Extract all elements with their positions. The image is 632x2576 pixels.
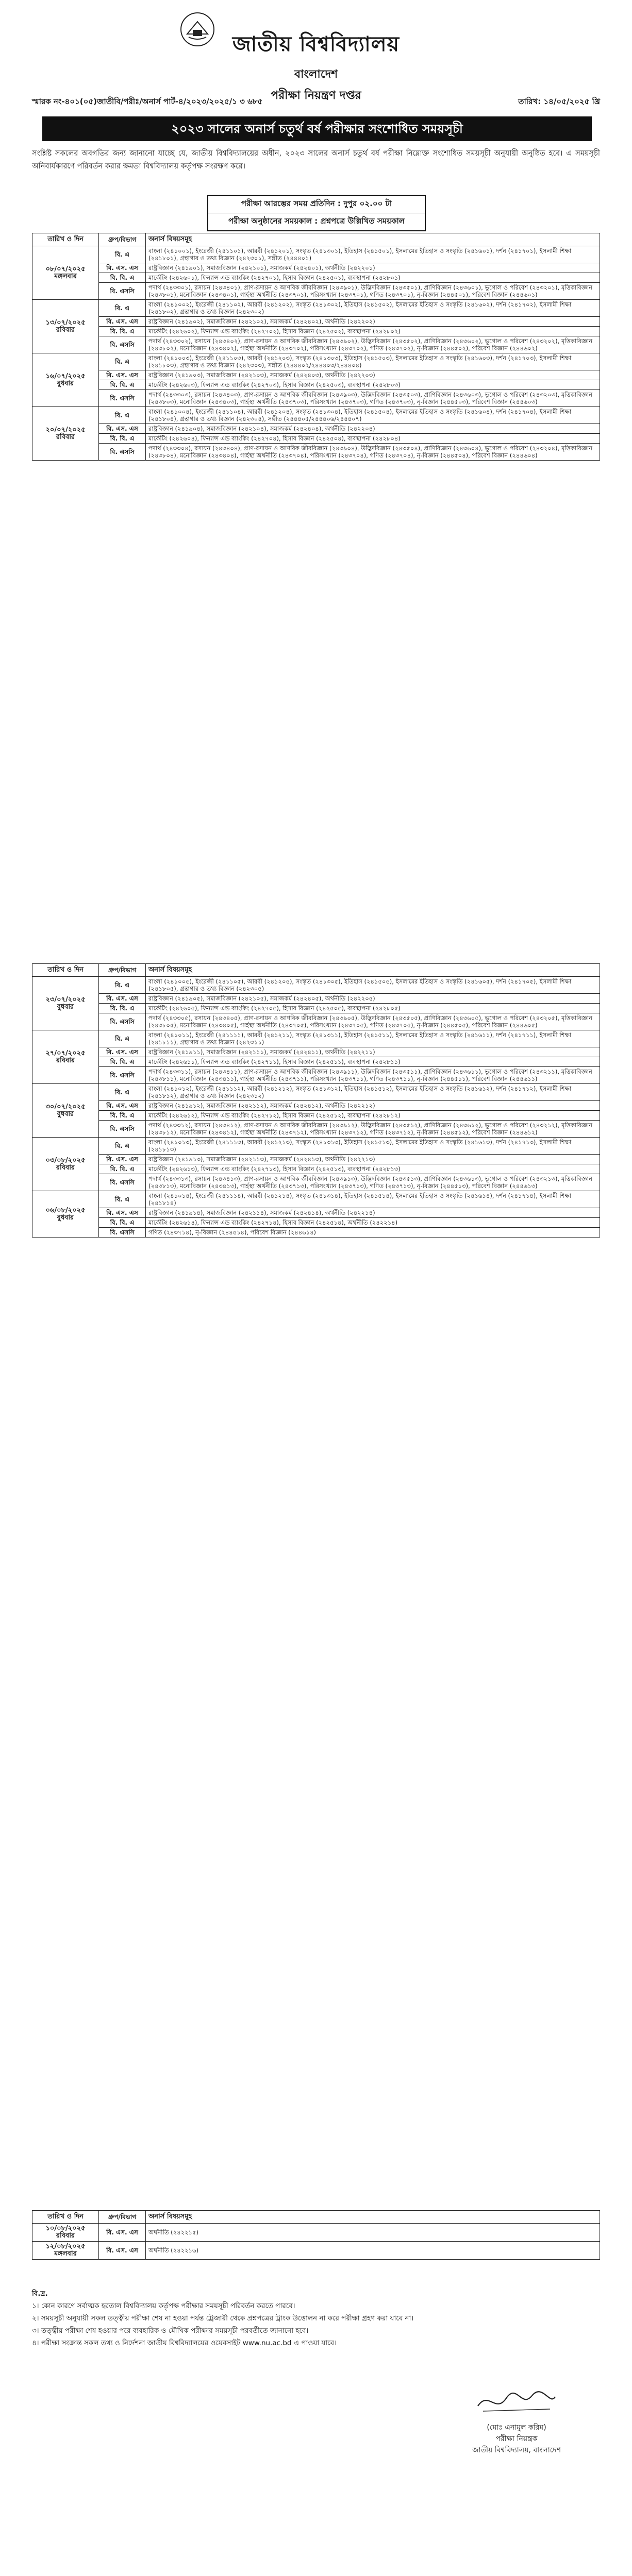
group-cell: বি. এস. এস	[99, 2242, 146, 2260]
subjects-cell: মার্কেটিং (২৪২৬০১), ফিন্যান্স এন্ড ব্যাংকিং (২৪২৭০১), হিসাব বিজ্ঞান (২৪২৫০১), ব্যবস্থাপনা (২৪২৮০১)	[146, 273, 600, 283]
table-row	[32, 1084, 600, 1101]
table-row	[32, 317, 600, 327]
subjects-cell: মার্কেটিং (২৪২৬১৪), ফিন্যান্স এন্ড ব্যাংকিং (২৪২৭১৪), হিসাব বিজ্ঞান (২৪২৫১৪), অর্থনীতি (২৪২২১৪)	[146, 1218, 600, 1228]
subjects-cell: রাষ্ট্রবিজ্ঞান (২৪১৯০৩), সমাজবিজ্ঞান (২৪২১০৩), সমাজকর্ম (২৪২৪০৩), অর্থনীতি (২৪২২০৩)	[146, 370, 600, 380]
table-row	[32, 1138, 600, 1155]
country-name: বাংলাদেশ	[294, 68, 338, 81]
table-row	[32, 977, 600, 994]
exam-date-cell: ০৮/০৭/২০২৫ মঙ্গলবার	[32, 246, 99, 300]
group-cell: বি. এসসি	[99, 1067, 146, 1084]
exam-date-cell: ০৬/০৮/২০২৫ বুধবার	[32, 1191, 99, 1238]
group-cell: বি. এস. এস	[99, 1155, 146, 1164]
schedule-table	[32, 963, 600, 1238]
exam-date-cell: ১৩/০৭/২০২৫ রবিবার	[32, 300, 99, 353]
subjects-cell: অর্থনীতি (২৪২২১৬)	[146, 2242, 600, 2260]
table-row	[32, 1047, 600, 1057]
subjects-cell: মার্কেটিং (২৪২৬১১), ফিন্যান্স এন্ড ব্যাংকিং (২৪২৭১১), হিসাব বিজ্ঞান (২৪২৫১১), ব্যবস্থাপনা (২৪২৮১১)	[146, 1057, 600, 1067]
table-row	[32, 263, 600, 273]
subjects-cell: রাষ্ট্রবিজ্ঞান (২৪১৯১৩), সমাজবিজ্ঞান (২৪২১১৩), সমাজকর্ম (২৪২৪১৩), অর্থনীতি (২৪২২১৩)	[146, 1155, 600, 1164]
subjects-cell: বাংলা (২৪১০১১), ইংরেজী (২৪১১১১), আরবী (২৪১২১১), সংস্কৃত (২৪১৩১১), ইতিহাস (২৪১৫১১), ইসলামের ইতিহাস ও সংস্কৃতি (২৪১৬১১), দর্শন (২৪১৭১১), ইসলামী শিক্ষা (২৪১৮১১), গ্রন্থাগার ও তথ্য বিজ্ঞান (২৪২৩১১)	[146, 1030, 600, 1047]
table-row	[32, 380, 600, 390]
group-cell: বি. বি. এ	[99, 1164, 146, 1174]
group-cell: বি. বি. এ	[99, 273, 146, 283]
table-row	[32, 370, 600, 380]
table-header-row	[32, 964, 600, 977]
exam-duration: পরীক্ষা অনুষ্ঠানের সময়কাল : প্রশ্নপত্রে উল্লিখিত সময়কাল	[208, 213, 425, 230]
notes-title: বি.দ্র.	[32, 2290, 48, 2298]
group-cell: বি. এস. এস	[99, 1047, 146, 1057]
exam-date-cell: ১০/০৮/২০২৫ রবিবার	[32, 2224, 99, 2242]
subjects-cell: বাংলা (২৪১০১৩), ইংরেজী (২৪১১১৩), আরবী (২৪১২১৩), সংস্কৃত (২৪১৩১৩), ইতিহাস (২৪১৫১৩), ইসলামের ইতিহাস ও সংস্কৃতি (২৪১৬১৩), দর্শন (২৪১৭১৩), ইসলামী শিক্ষা (২৪১৮১৩)	[146, 1138, 600, 1155]
table-row	[32, 1155, 600, 1164]
exam-start-time: পরীক্ষা আরম্ভের সময় প্রতিদিন : দুপুর ০২.০০ টা	[241, 199, 392, 208]
group-cell: বি. বি. এ	[99, 380, 146, 390]
table-row	[32, 434, 600, 444]
table-row	[32, 1218, 600, 1228]
column-header-group: গ্রুপ/বিভাগ	[99, 233, 146, 246]
column-header-group: গ্রুপ/বিভাগ	[99, 964, 146, 977]
group-cell: বি. বি. এ	[99, 1057, 146, 1067]
schedule-table	[32, 233, 600, 461]
table-row	[32, 1191, 600, 1208]
table-row	[32, 1174, 600, 1191]
table-row	[32, 1067, 600, 1084]
subjects-cell: বাংলা (২৪১০১৪), ইংরেজী (২৪১১১৪), আরবী (২৪১২১৪), সংস্কৃত (২৪১৩১৪), ইতিহাস (২৪১৫১৪), ইসলামের ইতিহাস ও সংস্কৃতি (২৪১৬১৪), দর্শন (২৪১৭১৪), ইসলামী শিক্ষা (২৪১৮১৪)	[146, 1191, 600, 1208]
subjects-cell: রাষ্ট্রবিজ্ঞান (২৪১৯০৫), সমাজবিজ্ঞান (২৪২১০৫), সমাজকর্ম (২৪২৪০৫), অর্থনীতি (২৪২২০৫)	[146, 994, 600, 1004]
exam-date-cell: ১২/০৮/২০২৫ মঙ্গলবার	[32, 2242, 99, 2260]
subjects-cell: পদার্থ (২৪৩৩০১), রসায়ন (২৪৩৪০১), প্রাণ-রসায়ন ও আণবিক জীববিজ্ঞান (২৪৩৯০১), উদ্ভিদবিজ্ঞান (২৪৩৫০১), প্রাণিবিজ্ঞান (২৪৩৬০১), ভূগোল ও পরিবেশ (২৪৩২০১), মৃত্তিকাবিজ্ঞান (২৪৩৮০১), মনোবিজ্ঞান (২৪৩৪০১), গার্হস্থ্য অর্থনীতি (২৪৩৭০১), পরিসংখ্যান (২৪৩৭০১), গণিত (২৪৩৭০১), নৃ-বিজ্ঞান (২৪৪৫০১), পরিবেশ বিজ্ঞান (২৪৪৬০১)	[146, 283, 600, 300]
group-cell: বি. এস. এস	[99, 2224, 146, 2242]
group-cell: বি. এস. এস	[99, 370, 146, 380]
exam-date-cell: ০৩/০৮/২০২৫ রবিবার	[32, 1138, 99, 1191]
subjects-cell: মার্কেটিং (২৪২৬১২), ফিন্যান্স এন্ড ব্যাংকিং (২৪২৭১২), হিসাব বিজ্ঞান (২৪২৫১২), ব্যবস্থাপনা (২৪২৮১২)	[146, 1111, 600, 1121]
group-cell: বি. এসসি	[99, 390, 146, 407]
subjects-cell: রাষ্ট্রবিজ্ঞান (২৪১৯১৪), সমাজবিজ্ঞান (২৪২১১৪), সমাজকর্ম (২৪২৪১৪), অর্থনীতি (২৪২২১৪)	[146, 1208, 600, 1218]
subjects-cell: রাষ্ট্রবিজ্ঞান (২৪১৯১২), সমাজবিজ্ঞান (২৪২১১২), সমাজকর্ম (২৪২৪১২), অর্থনীতি (২৪২২১২)	[146, 1101, 600, 1111]
subjects-cell: বাংলা (২৪১০০৫), ইংরেজী (২৪১১০৫), আরবী (২৪১২০৫), সংস্কৃত (২৪১৩০৫), ইতিহাস (২৪১৫০৫), ইসলামের ইতিহাস ও সংস্কৃতি (২৪১৬০৫), দর্শন (২৪১৭০৫), ইসলামী শিক্ষা (২৪১৮০৫), গ্রন্থাগার ও তথ্য বিজ্ঞান (২৪২৩০৫)	[146, 977, 600, 994]
intro-paragraph: সংশ্লিষ্ট সকলের অবগতির জন্য জানানো যাচ্ছে যে, জাতীয় বিশ্ববিদ্যালয়ের অধীন, ২০২৩ সালের অনার্স চতুর্থ বর্ষ পরীক্ষা নিম্নোক্ত সংশোধিত সময়সূচী অনুযায়ী অনুষ্ঠিত হবে। এ সময়সূচী অনিবার্যকারণে পরিবর্তন করার ক্ষমতা বিশ্ববিদ্যালয় কর্তৃপক্ষ সংরক্ষণ করে।	[32, 149, 600, 171]
office-name: পরীক্ষা নিয়ন্ত্রণ দপ্তর	[271, 89, 361, 102]
group-cell: বি. এসসি	[99, 1121, 146, 1138]
table-row	[32, 336, 600, 353]
subjects-cell: পদার্থ (২৪৩৩১১), রসায়ন (২৪৩৪১১), প্রাণ-রসায়ন ও আণবিক জীববিজ্ঞান (২৪৩৯১১), উদ্ভিদবিজ্ঞান (২৪৩৫১১), প্রাণিবিজ্ঞান (২৪৩৬১১), ভূগোল ও পরিবেশ (২৪৩২১১), মৃত্তিকাবিজ্ঞান (২৪৩৮১১), মনোবিজ্ঞান (২৪৩৪১১), গার্হস্থ্য অর্থনীতি (২৪৩৭১১), পরিসংখ্যান (২৪৩৭১১), গণিত (২৪৩৭১১), নৃ-বিজ্ঞান (২৪৪৫১১), পরিবেশ বিজ্ঞান (২৪৪৬১১)	[146, 1067, 600, 1084]
table-row	[32, 1111, 600, 1121]
signature-mark-icon	[473, 2385, 560, 2416]
column-header-subjects: অনার্স বিষয়সমূহ	[146, 2211, 600, 2224]
group-cell: বি. এস. এস	[99, 263, 146, 273]
subjects-cell: বাংলা (২৪১০০৩), ইংরেজী (২৪১১০৩), আরবী (২৪১২০৩), সংস্কৃত (২৪১৩০৩), ইতিহাস (২৪১৫০৩), ইসলামের ইতিহাস ও সংস্কৃতি (২৪১৬০৩), দর্শন (২৪১৭০৩), ইসলামী শিক্ষা (২৪১৮০৩), গ্রন্থাগার ও তথ্য বিজ্ঞান (২৪২৩০৩), সঙ্গীত (২৪৪৪০২/২৪৪৪০৩/২৪৪৪০৪)	[146, 353, 600, 370]
group-cell: বি. এ	[99, 1030, 146, 1047]
university-name: জাতীয় বিশ্ববিদ্যালয়	[232, 32, 400, 56]
column-header-date: তারিখ ও দিন	[32, 2211, 99, 2224]
table-row	[32, 283, 600, 300]
table-row	[32, 424, 600, 434]
group-cell: বি. এসসি	[99, 283, 146, 300]
group-cell: বি. বি. এ	[99, 1218, 146, 1228]
group-cell: বি. বি. এ	[99, 1111, 146, 1121]
table-row	[32, 1004, 600, 1013]
subjects-cell: রাষ্ট্রবিজ্ঞান (২৪১৯০৪), সমাজবিজ্ঞান (২৪২১০৪), সমাজকর্ম (২৪২৪০৪), অর্থনীতি (২৪২২০৪)	[146, 424, 600, 434]
subjects-cell: বাংলা (২৪১০১২), ইংরেজী (২৪১১১২), আরবী (২৪১২১২), সংস্কৃত (২৪১৩১২), ইতিহাস (২৪১৫১২), ইসলামের ইতিহাস ও সংস্কৃতি (২৪১৬১২), দর্শন (২৪১৭১২), ইসলামী শিক্ষা (২৪১৮১২), গ্রন্থাগার ও তথ্য বিজ্ঞান (২৪২৩১২)	[146, 1084, 600, 1101]
table-row	[32, 246, 600, 263]
table-row	[32, 390, 600, 407]
column-header-subjects: অনার্স বিষয়সমূহ	[146, 964, 600, 977]
subjects-cell: মার্কেটিং (২৪২৬০৪), ফিন্যান্স এন্ড ব্যাংকিং (২৪২৭০৪), হিসাব বিজ্ঞান (২৪২৫০৪), ব্যবস্থাপনা (২৪২৮০৪)	[146, 434, 600, 444]
table-row	[32, 1101, 600, 1111]
notes-section	[32, 2287, 600, 2349]
memo-line	[32, 96, 600, 109]
signatory-name: (মোঃ এনামুল করিম)	[487, 2424, 546, 2432]
extra-schedule-table	[32, 2210, 600, 2260]
memo-date: তারিখ: ১৪/০৫/২০২৫ খ্রি	[518, 97, 600, 106]
table-header-row	[32, 233, 600, 246]
exam-time-box	[207, 195, 426, 231]
subjects-cell: বাংলা (২৪১০০৪), ইংরেজী (২৪১১০৪), আরবী (২৪১২০৪), সংস্কৃত (২৪১৩০৪), ইতিহাস (২৪১৫০৪), ইসলামের ইতিহাস ও সংস্কৃতি (২৪১৬০৪), দর্শন (২৪১৭০৪), ইসলামী শিক্ষা (২৪১৮০৪), গ্রন্থাগার ও তথ্য বিজ্ঞান (২৪২৩০৪), সঙ্গীত (২৪৪৪০৫/২৪৪৪০৬/২৪৪৪০৭)	[146, 407, 600, 424]
group-cell: বি. বি. এ	[99, 327, 146, 336]
table-row	[32, 994, 600, 1004]
signature-block	[439, 2385, 594, 2456]
column-header-date: তারিখ ও দিন	[32, 233, 99, 246]
group-cell: বি. এস. এস	[99, 994, 146, 1004]
table-row	[32, 273, 600, 283]
note-item: ৩। তত্ত্বীয় পরীক্ষা শেষ হওয়ার পরে ব্যবহারিক ও মৌখিক পরীক্ষার সময়সূচী পরবর্তীতে জানানো হবে।	[32, 2327, 309, 2335]
group-cell: বি. এসসি	[99, 336, 146, 353]
group-cell: বি. এস. এস	[99, 424, 146, 434]
subjects-cell: গণিত (২৪৩৭১৪), নৃ-বিজ্ঞান (২৪৪৫১৪), পরিবেশ বিজ্ঞান (২৪৪৬১৪)	[146, 1228, 600, 1238]
subjects-cell: মার্কেটিং (২৪২৬০৩), ফিন্যান্স এন্ড ব্যাংকিং (২৪২৭০৩), হিসাব বিজ্ঞান (২৪২৫০৩), ব্যবস্থাপনা (২৪২৮০৩)	[146, 380, 600, 390]
group-cell: বি. বি. এ	[99, 1004, 146, 1013]
signatory-org: জাতীয় বিশ্ববিদ্যালয়, বাংলাদেশ	[472, 2446, 561, 2454]
exam-date-cell: ২৭/০৭/২০২৫ রবিবার	[32, 1030, 99, 1084]
table-row	[32, 2242, 600, 2260]
table-row	[32, 407, 600, 424]
subjects-cell: রাষ্ট্রবিজ্ঞান (২৪১৯০১), সমাজবিজ্ঞান (২৪২১০১), সমাজকর্ম (২৪২৪০১), অর্থনীতি (২৪২২০১)	[146, 263, 600, 273]
table-row	[32, 300, 600, 317]
subjects-cell: রাষ্ট্রবিজ্ঞান (২৪১৯০২), সমাজবিজ্ঞান (২৪২১০২), সমাজকর্ম (২৪২৪০২), অর্থনীতি (২৪২২০২)	[146, 317, 600, 327]
table-row	[32, 1121, 600, 1138]
subjects-cell: মার্কেটিং (২৪২৬০৫), ফিন্যান্স এন্ড ব্যাংকিং (২৪২৭০৫), হিসাব বিজ্ঞান (২৪২৫০৫), ব্যবস্থাপনা (২৪২৮০৫)	[146, 1004, 600, 1013]
note-item: ১। কোন কারণে সর্বাত্মক হরতাল বিশ্ববিদ্যালয় কর্তৃপক্ষ পরীক্ষার সময়সূচী পরিবর্তন করতে পারবে।	[32, 2302, 295, 2310]
group-cell: বি. এ	[99, 1191, 146, 1208]
subjects-cell: রাষ্ট্রবিজ্ঞান (২৪১৯১১), সমাজবিজ্ঞান (২৪২১১১), সমাজকর্ম (২৪২৪১১), অর্থনীতি (২৪২২১১)	[146, 1047, 600, 1057]
subjects-cell: পদার্থ (২৪৩৩০৪), রসায়ন (২৪৩৪০৪), প্রাণ-রসায়ন ও আণবিক জীববিজ্ঞান (২৪৩৯০৪), উদ্ভিদবিজ্ঞান (২৪৩৫০৪), প্রাণিবিজ্ঞান (২৪৩৬০৪), ভূগোল ও পরিবেশ (২৪৩২০৪), মৃত্তিকাবিজ্ঞান (২৪৩৮০৪), মনোবিজ্ঞান (২৪৩৪০৪), গার্হস্থ্য অর্থনীতি (২৪৩৭০৪), পরিসংখ্যান (২৪৩৭০৪), গণিত (২৪৩৭০৪), নৃ-বিজ্ঞান (২৪৪৫০৪), পরিবেশ বিজ্ঞান (২৪৪৬০৪)	[146, 444, 600, 461]
group-cell: বি. এসসি	[99, 1228, 146, 1238]
group-cell: বি. এ	[99, 1084, 146, 1101]
group-cell: বি. বি. এ	[99, 434, 146, 444]
group-cell: বি. এ	[99, 977, 146, 994]
subjects-cell: পদার্থ (২৪৩৩১২), রসায়ন (২৪৩৪১২), প্রাণ-রসায়ন ও আণবিক জীববিজ্ঞান (২৪৩৯১২), উদ্ভিদবিজ্ঞান (২৪৩৫১২), প্রাণিবিজ্ঞান (২৪৩৬১২), ভূগোল ও পরিবেশ (২৪৩২১২), মৃত্তিকাবিজ্ঞান (২৪৩৮১২), মনোবিজ্ঞান (২৪৩৪১২), গার্হস্থ্য অর্থনীতি (২৪৩৭১২), পরিসংখ্যান (২৪৩৭১২), গণিত (২৪৩৭১২), নৃ-বিজ্ঞান (২৪৪৫১২), পরিবেশ বিজ্ঞান (২৪৪৬১২)	[146, 1121, 600, 1138]
table-row	[32, 1228, 600, 1238]
group-cell: বি. এসসি	[99, 444, 146, 461]
table-row	[32, 1030, 600, 1047]
signatory-title: পরীক্ষা নিয়ন্ত্রক	[495, 2435, 538, 2443]
table-row	[32, 1013, 600, 1030]
note-item: ৪। পরীক্ষা সংক্রান্ত সকল তথ্য ও নির্দেশনা জাতীয় বিশ্ববিদ্যালয়ের ওয়েবসাইট www.nu.ac.bd এ পাওয়া যাবে।	[32, 2339, 337, 2347]
subjects-cell: পদার্থ (২৪৩৩১৩), রসায়ন (২৪৩৪১৩), প্রাণ-রসায়ন ও আণবিক জীববিজ্ঞান (২৪৩৯১৩), উদ্ভিদবিজ্ঞান (২৪৩৫১৩), প্রাণিবিজ্ঞান (২৪৩৬১৩), ভূগোল ও পরিবেশ (২৪৩২১৩), মৃত্তিকাবিজ্ঞান (২৪৩৮১৩), মনোবিজ্ঞান (২৪৩৪১৩), গার্হস্থ্য অর্থনীতি (২৪৩৭১৩), পরিসংখ্যান (২৪৩৭১৩), গণিত (২৪৩৭১৩), নৃ-বিজ্ঞান (২৪৪৫১৩), পরিবেশ বিজ্ঞান (২৪৪৬১৩)	[146, 1174, 600, 1191]
table-row	[32, 1164, 600, 1174]
table-row	[32, 327, 600, 336]
group-cell: বি. এ	[99, 407, 146, 424]
group-cell: বি. এস. এস	[99, 1101, 146, 1111]
exam-date-cell: ২৩/০৭/২০২৫ বুধবার	[32, 977, 99, 1030]
table-row	[32, 1208, 600, 1218]
group-cell: বি. এ	[99, 1138, 146, 1155]
column-header-group: গ্রুপ/বিভাগ	[99, 2211, 146, 2224]
subjects-cell: বাংলা (২৪১০০১), ইংরেজী (২৪১১০১), আরবী (২৪১২০১), সংস্কৃত (২৪১৩০১), ইতিহাস (২৪১৫০১), ইসলামের ইতিহাস ও সংস্কৃতি (২৪১৬০১), দর্শন (২৪১৭০১), ইসলামী শিক্ষা (২৪১৮০১), গ্রন্থাগার ও তথ্য বিজ্ঞান (২৪২৩০১), সঙ্গীত (২৪৪৪০১)	[146, 246, 600, 263]
subjects-cell: পদার্থ (২৪৩৩০৩), রসায়ন (২৪৩৪০৩), প্রাণ-রসায়ন ও আণবিক জীববিজ্ঞান (২৪৩৯০৩), উদ্ভিদবিজ্ঞান (২৪৩৫০৩), প্রাণিবিজ্ঞান (২৪৩৬০৩), ভূগোল ও পরিবেশ (২৪৩২০৩), মৃত্তিকাবিজ্ঞান (২৪৩৮০৩), মনোবিজ্ঞান (২৪৩৪০৩), গার্হস্থ্য অর্থনীতি (২৪৩৭০৩), পরিসংখ্যান (২৪৩৭০৩), গণিত (২৪৩৭০৩), নৃ-বিজ্ঞান (২৪৪৫০৩), পরিবেশ বিজ্ঞান (২৪৪৬০৩)	[146, 390, 600, 407]
table-header-row	[32, 2211, 600, 2224]
table-row	[32, 1057, 600, 1067]
column-header-subjects: অনার্স বিষয়সমূহ	[146, 233, 600, 246]
table-row	[32, 444, 600, 461]
document-page	[32, 0, 600, 2576]
subjects-cell: পদার্থ (২৪৩৩০৫), রসায়ন (২৪৩৪০৫), প্রাণ-রসায়ন ও আণবিক জীববিজ্ঞান (২৪৩৯০৫), উদ্ভিদবিজ্ঞান (২৪৩৫০৫), প্রাণিবিজ্ঞান (২৪৩৬০৫), ভূগোল ও পরিবেশ (২৪৩২০৫), মৃত্তিকাবিজ্ঞান (২৪৩৮০৫), মনোবিজ্ঞান (২৪৩৪০৫), গার্হস্থ্য অর্থনীতি (২৪৩৭০৫), পরিসংখ্যান (২৪৩৭০৫), গণিত (২৪৩৭০৫), নৃ-বিজ্ঞান (২৪৪৫০৫), পরিবেশ বিজ্ঞান (২৪৪৬০৫)	[146, 1013, 600, 1030]
column-header-date: তারিখ ও দিন	[32, 964, 99, 977]
subjects-cell: মার্কেটিং (২৪২৬১৩), ফিন্যান্স এন্ড ব্যাংকিং (২৪২৭১৩), হিসাব বিজ্ঞান (২৪২৫১৩), ব্যবস্থাপনা (২৪২৮১৩)	[146, 1164, 600, 1174]
subjects-cell: অর্থনীতি (২৪২২১৫)	[146, 2224, 600, 2242]
group-cell: বি. এ	[99, 353, 146, 370]
exam-date-cell: ২০/০৭/২০২৫ রবিবার	[32, 407, 99, 461]
notice-banner: ২০২৩ সালের অনার্স চতুর্থ বর্ষ পরীক্ষার সংশোধিত সময়সূচী	[42, 116, 592, 141]
group-cell: বি. এস. এস	[99, 317, 146, 327]
note-item: ২। সময়সূচী অনুযায়ী সকল তত্ত্বীয় পরীক্ষা শেষ না হওয়া পর্যন্ত ট্রেজারী থেকে প্রশ্নপত্রের ট্রাংক উত্তোলন না করে পরীক্ষা গ্রহণ করা যাবে না।	[32, 2314, 414, 2323]
group-cell: বি. এ	[99, 246, 146, 263]
letterhead	[32, 12, 600, 106]
group-cell: বি. এসসি	[99, 1174, 146, 1191]
group-cell: বি. এসসি	[99, 1013, 146, 1030]
group-cell: বি. এস. এস	[99, 1208, 146, 1218]
table-row	[32, 2224, 600, 2242]
exam-date-cell: ১৬/০৭/২০২৫ বুধবার	[32, 353, 99, 407]
subjects-cell: পদার্থ (২৪৩৩০২), রসায়ন (২৪৩৪০২), প্রাণ-রসায়ন ও আণবিক জীববিজ্ঞান (২৪৩৯০২), উদ্ভিদবিজ্ঞান (২৪৩৫০২), প্রাণিবিজ্ঞান (২৪৩৬০২), ভূগোল ও পরিবেশ (২৪৩২০২), মৃত্তিকাবিজ্ঞান (২৪৩৮০২), মনোবিজ্ঞান (২৪৩৪০২), গার্হস্থ্য অর্থনীতি (২৪৩৭০২), পরিসংখ্যান (২৪৩৭০২), গণিত (২৪৩৭০২), নৃ-বিজ্ঞান (২৪৪৫০২), পরিবেশ বিজ্ঞান (২৪৪৬০২)	[146, 336, 600, 353]
subjects-cell: বাংলা (২৪১০০২), ইংরেজী (২৪১১০২), আরবী (২৪১২০২), সংস্কৃত (২৪১৩০২), ইতিহাস (২৪১৫০২), ইসলামের ইতিহাস ও সংস্কৃতি (২৪১৬০২), দর্শন (২৪১৭০২), ইসলামী শিক্ষা (২৪১৮০২), গ্রন্থাগার ও তথ্য বিজ্ঞান (২৪২৩০২)	[146, 300, 600, 317]
subjects-cell: মার্কেটিং (২৪২৬০২), ফিন্যান্স এন্ড ব্যাংকিং (২৪২৭০২), হিসাব বিজ্ঞান (২৪২৫০২), ব্যবস্থাপনা (২৪২৮০২)	[146, 327, 600, 336]
group-cell: বি. এ	[99, 300, 146, 317]
table-row	[32, 353, 600, 370]
exam-date-cell: ৩০/০৭/২০২৫ বুধবার	[32, 1084, 99, 1138]
memo-number: স্মারক নং-৪০১(০৫)জাতীবি/পরীঃ/অনার্স পার্ট-৪/২০২৩/২০২৫/১ ৩ ৬৮৫	[32, 97, 263, 106]
